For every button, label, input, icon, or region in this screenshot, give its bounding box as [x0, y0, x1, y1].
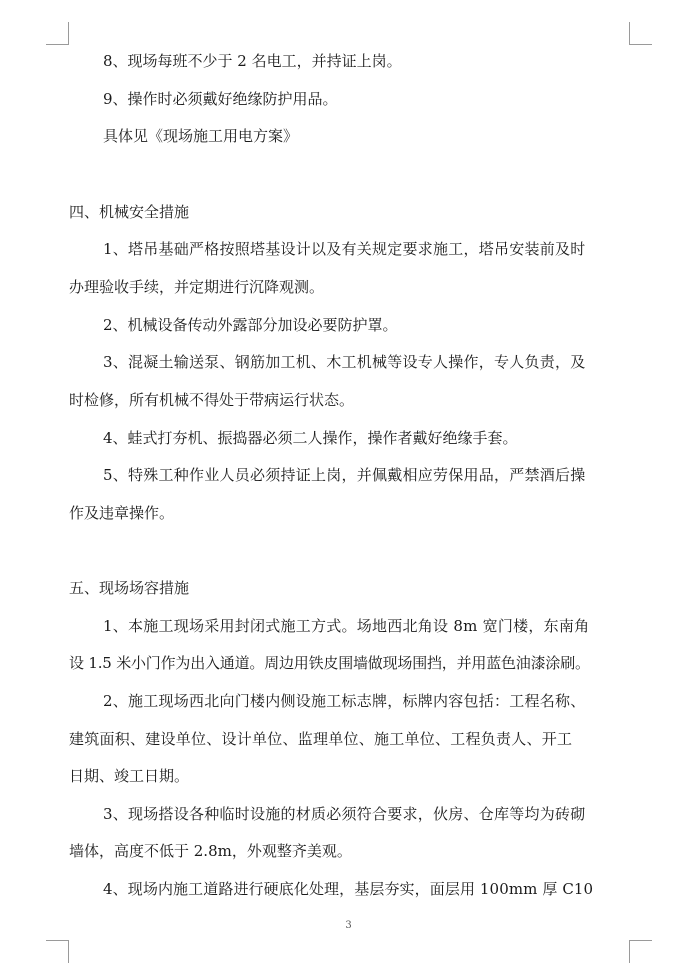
paragraph-line: 日期、竣工日期。	[69, 767, 190, 785]
section-heading-machinery: 四、机械安全措施	[69, 203, 190, 221]
paragraph-line: 2、施工现场西北向门楼内侧设施工标志牌，标牌内容包括：工程名称、	[103, 692, 586, 710]
paragraph-line: 4、现场内施工道路进行硬底化处理，基层夯实，面层用 100mm 厚 C10	[103, 880, 594, 898]
paragraph-line: 墙体，高度不低于 2.8m，外观整齐美观。	[69, 842, 352, 860]
paragraph-line: 时检修，所有机械不得处于带病运行状态。	[69, 391, 355, 409]
paragraph-line: 3、现场搭设各种临时设施的材质必须符合要求，伙房、仓库等均为砖砌	[103, 805, 586, 823]
page-corner-mark-bottom-left	[46, 940, 69, 963]
page-corner-mark-top-left	[46, 22, 69, 45]
reference-note: 具体见《现场施工用电方案》	[103, 127, 299, 145]
paragraph-line: 作及违章操作。	[69, 504, 175, 522]
section-heading-site-appearance: 五、现场场容措施	[69, 579, 190, 597]
paragraph-line: 3、混凝土输送泵、钢筋加工机、木工机械等设专人操作，专人负责，及	[103, 353, 586, 371]
paragraph-line: 建筑面积、建设单位、设计单位、监理单位、施工单位、工程负责人、开工	[69, 730, 573, 748]
paragraph-line: 设 1.5 米小门作为出入通道。周边用铁皮围墙做现场围挡，并用蓝色油漆涂刷。	[69, 654, 590, 672]
list-item-insulation: 9、操作时必须戴好绝缘防护用品。	[103, 90, 338, 108]
paragraph-line: 1、本施工现场采用封闭式施工方式。场地西北角设 8m 宽门楼，东南角	[103, 617, 590, 635]
paragraph-line: 5、特殊工种作业人员必须持证上岗，并佩戴相应劳保用品，严禁酒后操	[103, 466, 586, 484]
paragraph-line: 4、蛙式打夯机、振捣器必须二人操作，操作者戴好绝缘手套。	[103, 429, 518, 447]
paragraph-line: 办理验收手续，并定期进行沉降观测。	[69, 278, 325, 296]
paragraph-line: 2、机械设备传动外露部分加设必要防护罩。	[103, 316, 398, 334]
paragraph-line: 1、塔吊基础严格按照塔基设计以及有关规定要求施工，塔吊安装前及时	[103, 240, 586, 258]
page-corner-mark-bottom-right	[629, 940, 652, 963]
page-number: 3	[345, 920, 352, 931]
page-corner-mark-top-right	[629, 22, 652, 45]
list-item-electrician: 8、现场每班不少于 2 名电工，并持证上岗。	[103, 52, 402, 70]
